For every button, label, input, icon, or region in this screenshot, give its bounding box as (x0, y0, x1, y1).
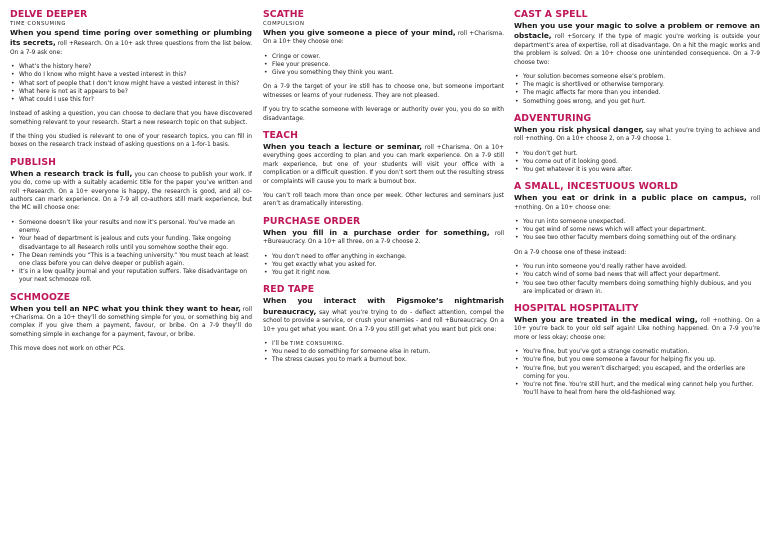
option-item: • The stress causes you to mark a burnout box. (272, 356, 504, 364)
option-item: • You’re fine, but you’ve got a strange cosmetic mutation. (523, 348, 760, 356)
move-teach (263, 130, 504, 209)
move-red-tape (263, 284, 504, 364)
move-text (514, 193, 760, 212)
option-item: • You catch wind of some bad news that will affect your department. (523, 271, 760, 279)
option-list (514, 150, 760, 175)
option-item: • You run into someone unexpected. (523, 218, 760, 226)
move-text (263, 296, 504, 334)
option-item: • You get whatever it is you were after. (523, 166, 760, 174)
move-title: PUBLISH (10, 156, 57, 168)
move-trigger: When you eat or drink in a public place on campus, (514, 193, 747, 203)
move-title: RED TAPE (263, 284, 315, 296)
option-item: • You’re fine, but you weren’t discharged; you escaped, and the orderlies are coming for you. (523, 365, 760, 381)
move-purchase-order (263, 216, 504, 277)
option-item: • Who do I know who might have a vested interest in this? (19, 71, 252, 79)
option-item: • Your solution becomes someone else’s problem. (523, 73, 760, 81)
move-body: roll +Charisma. On a 10+ they’ll do something simple for you, or something big and complex if you give them a payment, favour, or bribe. On a 7-9 they’ll do something simple in exchange for a payment, favour, or bribe. (10, 306, 253, 338)
move-body: roll +nothing. On a 10+ choose one: (514, 196, 760, 211)
option-item: • You don’t need to offer anything in exchange. (272, 253, 504, 261)
option-item: • You see two other faculty members doing something highly dubious, and you are implicated or drawn in. (523, 280, 760, 296)
move-title: HOSPITAL HOSPITALITY (514, 302, 639, 314)
move-body: roll +Research. On a 10+ ask three questions from the list below. On a 7-9 ask one: (10, 41, 252, 56)
move-body: roll +Bureaucracy. On a 10+ all three, on a 7-9 choose 2. (263, 230, 504, 246)
move-trigger: When you fill in a purchase order for something, (263, 227, 490, 237)
move-paragraph: Instead of asking a question, you can choose to declare that you have discovered something relevant to your research. Start a new research topic on that subject. (10, 111, 252, 126)
move-schmooze (10, 292, 252, 354)
option-item: • The magic is shortlived or otherwise temporary. (523, 81, 760, 89)
option-item: • You’re fine, but you owe someone a favour for helping fix you up. (523, 356, 760, 364)
move-paragraph: This move does not work on other PCs. (10, 346, 126, 353)
move-small-incestuous-world (514, 181, 760, 296)
move-title: DELVE DEEPER (10, 9, 88, 20)
move-title: ADVENTURING (514, 112, 592, 124)
move-text (10, 304, 252, 340)
option-item: • Cringe or cower. (272, 53, 504, 61)
option-item: • You don’t get hurt. (523, 150, 760, 158)
move-trigger: When you spend time poring over something or plumbing its secrets, (10, 28, 252, 48)
move-title: SCATHE (263, 9, 305, 20)
move-body: say what you’re trying to do - deflect attention, compel the school to provide a service, or crush your enemies - and roll +Bureaucracy. On a 10+ you get what you want. On a 7-9 you still get what you want but pick one: (263, 309, 504, 333)
move-text (514, 315, 760, 342)
option-list (10, 219, 252, 285)
move-text (263, 228, 504, 247)
option-list (514, 73, 760, 106)
option-item: • Flee your presence. (272, 61, 504, 69)
option-item: • The magic affects far more than you intended. (523, 89, 760, 97)
move-text (514, 125, 760, 144)
option-emphasis: hurt. (631, 98, 646, 105)
option-item: • You run into someone you’d really rather have avoided. (523, 263, 760, 271)
move-scathe (263, 9, 504, 123)
option-item (523, 98, 760, 106)
option-item: • What here is not as it appears to be? (19, 88, 252, 96)
move-body: you can choose to publish your work. If you do, come up with a suitably academic title for the paper you’ve written and roll +Research. On a 10+ everyone is happy, the research is good, and all co-authors can mark experience. On a 7-9 all co-authors still mark experience, but the MC will choose one: (10, 171, 252, 212)
move-trigger: When you give someone a piece of your mind, (263, 28, 456, 37)
option-item: • You need to do something for someone else in return. (272, 348, 504, 356)
move-body: say what you’re trying to achieve and roll +nothing. On a 10+ choose 2, on a 7-9 choose 1. (514, 127, 760, 143)
option-item: • What could I use this for? (19, 96, 252, 104)
move-body: roll +Sorcery. If the type of magic you’re working is outside your department’s area of expertise, roll at disadvantage. On a hit the magic works and the problem is solved. On a 10+ choose one unintended consequence. On a 7-9 choose two: (514, 34, 760, 66)
move-tag: TIME CONSUMING (10, 21, 67, 27)
move-text (263, 142, 504, 186)
move-hospital-hospitality (514, 303, 760, 397)
option-text: Something goes wrong, and you get (523, 98, 632, 105)
option-item: • Someone doesn’t like your results and now it’s personal. You’ve made an enemy. (19, 219, 252, 235)
column-2 (263, 9, 504, 372)
option-list (10, 63, 252, 104)
move-trigger: When you teach a lecture or seminar, (263, 142, 422, 152)
move-paragraph: On a 7-9 the target of your ire still has to choose one, but someone important witnesses or learns of your rudeness. They are not pleased. (263, 84, 504, 99)
move-delve-deeper (10, 9, 252, 150)
move-trigger: When you tell an NPC what you think they want to hear, (10, 303, 241, 313)
option-item: • The Dean reminds you “This is a teaching university.” You must teach at least one class before you can delve deeper or publish again. (19, 252, 252, 268)
move-title: SCHMOOZE (10, 291, 71, 303)
move-trigger: When you are treated in the medical wing, (514, 314, 698, 324)
move-paragraph: If the thing you studied is relevant to one of your research topics, you can fill in boxes on the research track instead of asking questions on a 1-for-1 basis. (10, 134, 252, 149)
move-text (263, 28, 504, 47)
option-item: • What’s the history here? (19, 63, 252, 71)
move-body: roll +Charisma. On a 10+ they choose one: (263, 31, 504, 46)
move-publish (10, 157, 252, 285)
move-title: TEACH (263, 130, 298, 142)
column-1 (10, 9, 252, 361)
move-trigger: When you risk physical danger, (514, 124, 644, 134)
move-body: roll +Charisma. On a 10+ everything goes according to plan and you can mark experience. On a 7-9 still mark experience, but one of your students will visit your office with a complication or a difficult question. If you don’t sort them out the resulting stress or complaints will cause you to mark a burnout box. (263, 145, 504, 185)
move-body: roll +nothing. On a 10+ you’re back to your old self again! Like nothing happened. On a 7-9 you’re more or less okay; choose one: (514, 317, 761, 341)
move-trigger: When you interact with Pigsmoke’s nightmarish bureaucracy, (263, 296, 504, 316)
option-item: • You come out of it looking good. (523, 158, 760, 166)
option-list (263, 340, 504, 365)
move-cast-a-spell (514, 9, 760, 106)
option-item: • It’s in a low quality journal and your reputation suffers. Take disadvantage on your next schmooze roll. (19, 268, 252, 284)
option-item: • You’re not fine. You’re still hurt, and the medical wing cannot help you further. You’ll have to heal from here the old-fashioned way. (523, 381, 760, 397)
move-trigger: When a research track is full, (10, 168, 133, 178)
column-3 (514, 9, 760, 404)
option-tag: TIME CONSUMING. (290, 340, 345, 347)
move-text (514, 21, 760, 67)
option-text: I’ll be (272, 340, 290, 347)
option-list (514, 263, 760, 296)
option-item: • Your head of department is jealous and cuts your funding. Take ongoing disadvantage to all Research rolls until you somehow soothe their ego. (19, 235, 252, 251)
option-item: • Give you something they think you want. (272, 69, 504, 77)
option-item: • You get wind of some news which will affect your department. (523, 226, 760, 234)
move-tag: COMPULSION (263, 21, 305, 27)
option-item: • You get exactly what you asked for. (272, 261, 504, 269)
move-title: CAST A SPELL (514, 9, 588, 20)
move-text (10, 169, 252, 213)
option-list (263, 53, 504, 78)
option-item: • You get it right now. (272, 269, 504, 277)
option-item: • You see two other faculty members doing something out of the ordinary. (523, 234, 760, 242)
move-paragraph: You can’t roll teach more than once per week. Other lectures and seminars just aren’t as dramatically interesting. (263, 193, 504, 208)
move-text (10, 28, 252, 57)
move-title: PURCHASE ORDER (263, 215, 361, 227)
move-trigger: When you use your magic to solve a problem or remove an obstacle, (514, 21, 760, 41)
option-list (263, 253, 504, 278)
move-title: A SMALL, INCESTUOUS WORLD (514, 181, 679, 193)
option-item: • What sort of people that I don’t know might have a vested interest in this? (19, 80, 252, 88)
move-paragraph: On a 7-9 choose one of these instead: (514, 249, 627, 256)
option-list (514, 218, 760, 243)
option-list (514, 348, 760, 397)
option-item (272, 340, 504, 348)
move-adventuring (514, 113, 760, 174)
move-paragraph: If you try to scathe someone with leverage or authority over you, you do so with disadvantage. (263, 107, 504, 122)
